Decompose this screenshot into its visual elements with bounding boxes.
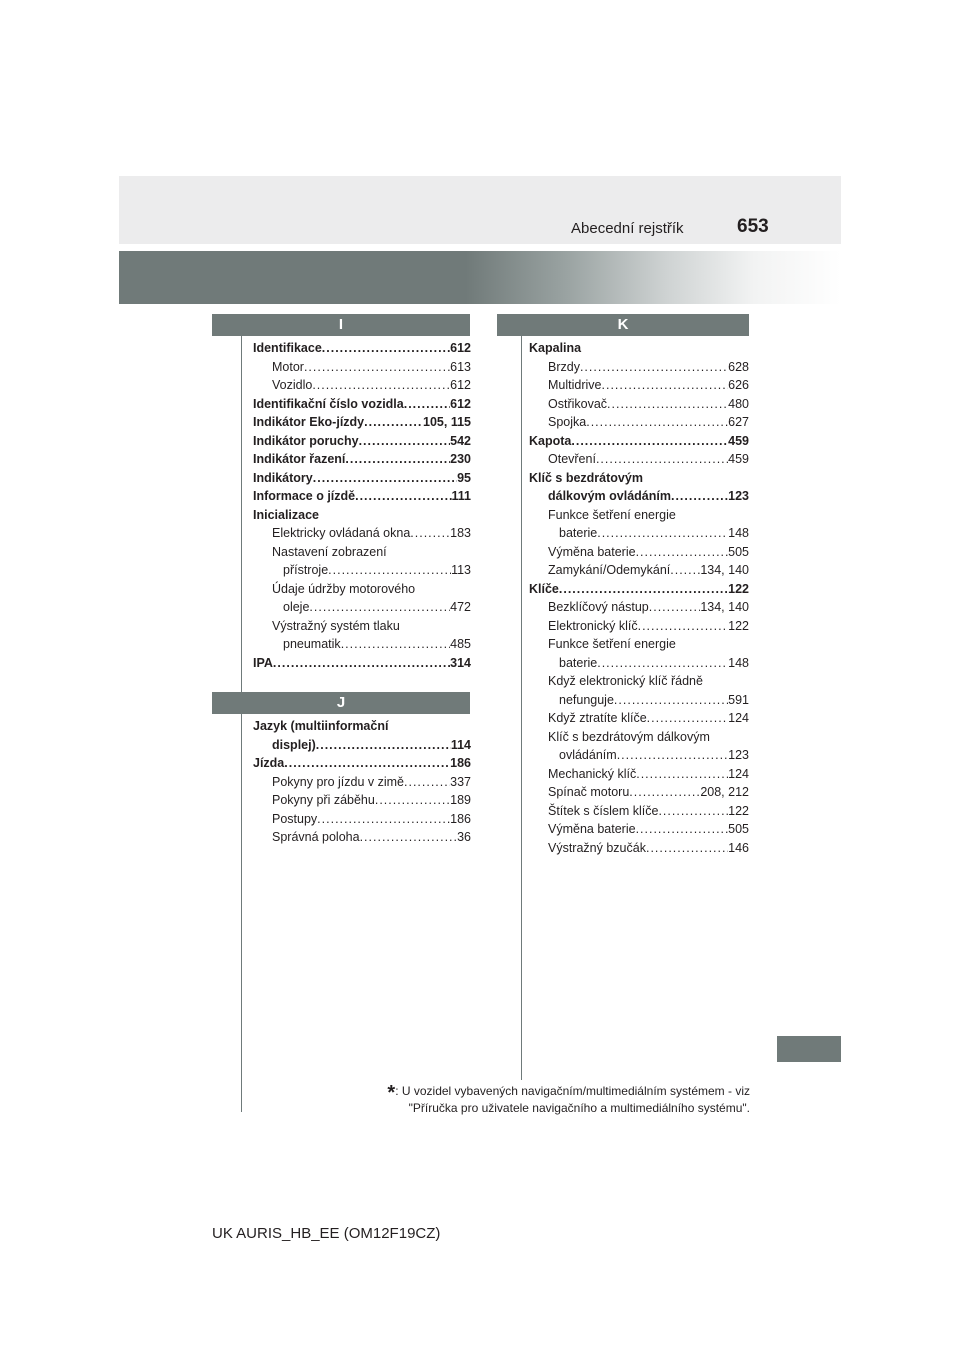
index-entry bbox=[253, 358, 471, 377]
dot-leader bbox=[328, 561, 451, 580]
index-entry bbox=[529, 765, 749, 784]
index-entry-term: Motor bbox=[272, 359, 304, 374]
index-entry bbox=[529, 635, 749, 654]
dot-leader bbox=[364, 413, 423, 432]
index-entry-term: Když elektronický klíč řádně bbox=[548, 674, 703, 688]
index-entry bbox=[253, 736, 471, 755]
index-entry-term: Spojka bbox=[548, 415, 587, 429]
index-entry-term: Klíč s bezdrátovým bbox=[529, 470, 643, 485]
index-entry-page: 114 bbox=[450, 737, 471, 752]
section-header-j: J bbox=[212, 692, 470, 714]
index-entry-page: 186 bbox=[450, 811, 471, 826]
index-entry bbox=[529, 802, 749, 821]
dot-leader bbox=[375, 791, 450, 810]
index-entry bbox=[253, 506, 471, 525]
index-entry-term: Když ztratíte klíče bbox=[548, 711, 647, 725]
dot-leader bbox=[284, 754, 450, 773]
index-entry-page: 612 bbox=[450, 396, 471, 411]
dot-leader bbox=[355, 487, 451, 506]
index-entry-term: ovládáním bbox=[559, 748, 617, 762]
dot-leader bbox=[322, 339, 450, 358]
left-divider bbox=[241, 318, 242, 1112]
index-entry bbox=[253, 810, 471, 829]
index-entry-page: 134, 140 bbox=[700, 600, 749, 614]
dot-leader bbox=[597, 654, 728, 673]
index-entry bbox=[253, 754, 471, 773]
index-entry bbox=[529, 395, 749, 414]
dot-leader bbox=[646, 839, 728, 858]
index-entry-term: Údaje údržby motorového bbox=[272, 581, 416, 596]
index-entry bbox=[253, 828, 471, 847]
index-entry bbox=[529, 358, 749, 377]
index-entry bbox=[529, 432, 749, 451]
dot-leader bbox=[312, 376, 450, 395]
index-entry-term: Brzdy bbox=[548, 359, 580, 374]
dot-leader bbox=[658, 802, 728, 821]
index-entry-term: Výstražný bzučák bbox=[548, 840, 646, 855]
dot-leader bbox=[316, 736, 451, 755]
index-entry-page: 613 bbox=[450, 359, 471, 374]
index-entry bbox=[253, 469, 471, 488]
index-entry bbox=[253, 543, 471, 562]
dot-leader bbox=[636, 765, 728, 784]
model-code: UK AURIS_HB_EE (OM12F19CZ) bbox=[212, 1225, 441, 1242]
index-entry-term: Výstražný systém tlaku bbox=[272, 618, 400, 633]
index-entry bbox=[529, 672, 749, 691]
dot-leader bbox=[647, 709, 728, 728]
index-entry-term: Štítek s číslem klíče bbox=[548, 803, 659, 818]
footnote-line-1: : U vozidel vybavených navigačním/multimediálním systémem - viz bbox=[395, 1084, 750, 1098]
dot-leader bbox=[360, 828, 458, 847]
index-entry-page: 122 bbox=[728, 803, 749, 818]
index-entry-term: Ostřikovač bbox=[548, 396, 608, 411]
index-entry bbox=[529, 543, 749, 562]
index-entry-term: Funkce šetření energie bbox=[548, 507, 676, 522]
index-entry-term: Zamykání/Odemykání bbox=[548, 563, 671, 577]
index-column-j bbox=[253, 717, 471, 847]
index-entry bbox=[529, 709, 749, 728]
index-entry-page: 122 bbox=[728, 581, 749, 596]
dot-leader bbox=[359, 432, 451, 451]
dot-leader bbox=[617, 746, 728, 765]
index-entry bbox=[529, 728, 749, 747]
dot-leader bbox=[638, 617, 729, 636]
dot-leader bbox=[273, 654, 450, 673]
index-entry-term: oleje bbox=[283, 600, 310, 614]
index-entry bbox=[253, 561, 471, 580]
index-entry-term: dálkovým ovládáním bbox=[548, 489, 671, 503]
index-entry bbox=[529, 376, 749, 395]
index-entry-page: 134, 140 bbox=[700, 563, 749, 577]
dot-leader bbox=[614, 691, 728, 710]
index-entry bbox=[253, 617, 471, 636]
index-entry bbox=[253, 395, 471, 414]
header-title: Abecední rejstřík bbox=[571, 220, 684, 237]
section-header-i: I bbox=[212, 314, 470, 336]
index-entry-term: Výměna baterie bbox=[548, 544, 636, 559]
index-entry-term: Indikátor řazení bbox=[253, 452, 346, 466]
index-entry bbox=[529, 580, 749, 599]
index-entry-term: Jízda bbox=[253, 756, 285, 770]
index-entry-page: 124 bbox=[728, 766, 749, 781]
index-entry-term: Multidrive bbox=[548, 378, 602, 392]
dot-leader bbox=[649, 598, 701, 617]
index-entry-page: 542 bbox=[450, 433, 471, 448]
index-column-i bbox=[253, 339, 471, 672]
index-entry-page: 183 bbox=[450, 526, 471, 540]
index-entry-page: 186 bbox=[450, 756, 471, 770]
index-entry-page: 627 bbox=[728, 415, 749, 429]
index-entry-term: Kapota bbox=[529, 433, 572, 448]
index-entry-term: Vozidlo bbox=[272, 378, 313, 392]
index-entry bbox=[529, 506, 749, 525]
dot-leader bbox=[580, 358, 728, 377]
dot-leader bbox=[341, 635, 450, 654]
index-entry-term: Identifikace bbox=[253, 341, 322, 355]
dot-leader bbox=[596, 450, 728, 469]
dot-leader bbox=[636, 820, 729, 839]
dot-leader bbox=[629, 783, 700, 802]
index-entry-term: Spínač motoru bbox=[548, 785, 630, 799]
index-entry-page: 148 bbox=[728, 526, 749, 540]
dot-leader bbox=[607, 395, 728, 414]
index-entry-term: Indikátory bbox=[253, 470, 313, 485]
page-number: 653 bbox=[737, 216, 769, 237]
index-entry bbox=[529, 598, 749, 617]
index-entry-term: Informace o jízdě bbox=[253, 489, 356, 503]
index-entry-page: 472 bbox=[450, 600, 471, 614]
index-entry bbox=[253, 524, 471, 543]
footnote-line-2: "Příručka pro uživatele navigačního a multimediálního systému". bbox=[408, 1101, 750, 1115]
index-entry-term: baterie bbox=[559, 526, 598, 540]
index-entry-page: 314 bbox=[450, 655, 471, 670]
index-column-k bbox=[529, 339, 749, 857]
index-entry bbox=[253, 580, 471, 599]
dot-leader bbox=[304, 358, 450, 377]
index-entry bbox=[529, 413, 749, 432]
dot-leader bbox=[586, 413, 728, 432]
index-entry-page: 124 bbox=[728, 711, 749, 725]
index-entry-term: Pokyny při záběhu bbox=[272, 793, 375, 807]
index-entry bbox=[529, 691, 749, 710]
index-entry-page: 95 bbox=[457, 470, 471, 485]
index-entry bbox=[253, 376, 471, 395]
index-entry bbox=[529, 820, 749, 839]
index-entry-term: Pokyny pro jízdu v zimě bbox=[272, 774, 404, 789]
header-gradient-band bbox=[119, 251, 841, 304]
index-entry-term: Identifikační číslo vozidla bbox=[253, 396, 404, 411]
index-entry-page: 612 bbox=[450, 341, 471, 355]
dot-leader bbox=[404, 395, 450, 414]
index-entry bbox=[253, 773, 471, 792]
index-entry bbox=[529, 487, 749, 506]
index-entry-page: 485 bbox=[450, 637, 471, 651]
index-entry bbox=[529, 524, 749, 543]
index-entry bbox=[253, 487, 471, 506]
index-entry-term: Výměna baterie bbox=[548, 822, 636, 836]
index-entry bbox=[529, 450, 749, 469]
index-entry-page: 612 bbox=[450, 378, 471, 392]
dot-leader bbox=[636, 543, 729, 562]
dot-leader bbox=[313, 469, 457, 488]
index-entry-term: Bezklíčový nástup bbox=[548, 600, 649, 614]
index-entry bbox=[253, 598, 471, 617]
index-entry-term: displej) bbox=[272, 737, 316, 752]
dot-leader bbox=[345, 450, 450, 469]
index-entry-term: Otevření bbox=[548, 452, 596, 466]
index-entry-page: 113 bbox=[451, 563, 471, 577]
center-divider bbox=[521, 318, 522, 1080]
index-entry bbox=[253, 450, 471, 469]
dot-leader bbox=[309, 598, 450, 617]
index-entry-term: Indikátor poruchy bbox=[253, 433, 359, 448]
index-entry bbox=[529, 617, 749, 636]
index-entry bbox=[529, 654, 749, 673]
index-entry bbox=[253, 339, 471, 358]
index-entry-page: 459 bbox=[728, 452, 749, 466]
footnote bbox=[340, 1084, 750, 1116]
index-entry-page: 148 bbox=[728, 655, 749, 670]
index-entry-page: 189 bbox=[450, 793, 471, 807]
index-entry bbox=[253, 432, 471, 451]
index-entry-page: 36 bbox=[457, 830, 471, 844]
index-entry bbox=[529, 469, 749, 488]
index-entry bbox=[529, 339, 749, 358]
dot-leader bbox=[410, 524, 450, 543]
index-thumb-tab bbox=[777, 1036, 841, 1062]
index-entry-page: 505 bbox=[728, 822, 749, 836]
dot-leader bbox=[404, 773, 450, 792]
index-entry-page: 230 bbox=[450, 452, 471, 466]
index-entry-page: 123 bbox=[728, 489, 749, 503]
index-entry-term: Indikátor Eko-jízdy bbox=[253, 415, 365, 429]
index-entry-term: přístroje bbox=[283, 563, 329, 577]
dot-leader bbox=[602, 376, 729, 395]
dot-leader bbox=[670, 561, 700, 580]
index-entry bbox=[529, 561, 749, 580]
index-entry-term: Inicializace bbox=[253, 507, 320, 522]
index-entry-term: Elektronický klíč bbox=[548, 618, 638, 633]
index-entry bbox=[253, 413, 471, 432]
dot-leader bbox=[671, 487, 728, 506]
index-entry-term: Postupy bbox=[272, 811, 318, 826]
section-header-k: K bbox=[497, 314, 749, 336]
index-entry-page: 628 bbox=[728, 359, 749, 374]
index-entry-page: 111 bbox=[451, 489, 471, 503]
index-entry bbox=[529, 839, 749, 858]
index-entry-page: 591 bbox=[728, 692, 749, 707]
header-bar bbox=[119, 176, 841, 244]
index-entry-term: baterie bbox=[559, 655, 598, 670]
index-entry bbox=[253, 791, 471, 810]
index-entry-page: 122 bbox=[728, 618, 749, 633]
index-entry-term: Mechanický klíč bbox=[548, 766, 637, 781]
index-entry-term: Kapalina bbox=[529, 341, 582, 355]
index-entry-page: 208, 212 bbox=[700, 785, 749, 799]
index-entry-page: 123 bbox=[728, 748, 749, 762]
index-entry-term: Funkce šetření energie bbox=[548, 637, 676, 651]
index-entry-term: Klíč s bezdrátovým dálkovým bbox=[548, 729, 710, 744]
index-entry bbox=[253, 654, 471, 673]
index-entry bbox=[253, 635, 471, 654]
index-entry-page: 480 bbox=[728, 396, 749, 411]
dot-leader bbox=[597, 524, 728, 543]
dot-leader bbox=[559, 580, 728, 599]
index-entry-page: 146 bbox=[728, 840, 749, 855]
dot-leader bbox=[317, 810, 450, 829]
index-entry-term: Elektricky ovládaná okna bbox=[272, 526, 411, 540]
index-entry-term: IPA bbox=[253, 655, 273, 670]
index-entry-page: 626 bbox=[728, 378, 749, 392]
index-entry-term: Klíče bbox=[529, 581, 559, 596]
index-entry-term: Jazyk (multiinformační bbox=[253, 719, 389, 733]
index-entry-page: 505 bbox=[728, 544, 749, 559]
dot-leader bbox=[571, 432, 728, 451]
index-entry-page: 459 bbox=[728, 433, 749, 448]
index-entry-page: 105, 115 bbox=[423, 415, 471, 429]
index-entry-page: 337 bbox=[450, 774, 471, 789]
index-entry-term: Správná poloha bbox=[272, 830, 360, 844]
index-entry bbox=[529, 746, 749, 765]
index-entry-term: pneumatik bbox=[283, 637, 341, 651]
index-entry bbox=[529, 783, 749, 802]
footnote-asterisk: * bbox=[387, 1082, 396, 1104]
index-entry bbox=[253, 717, 471, 736]
index-entry-term: nefunguje bbox=[559, 692, 614, 707]
index-entry-term: Nastavení zobrazení bbox=[272, 544, 387, 559]
